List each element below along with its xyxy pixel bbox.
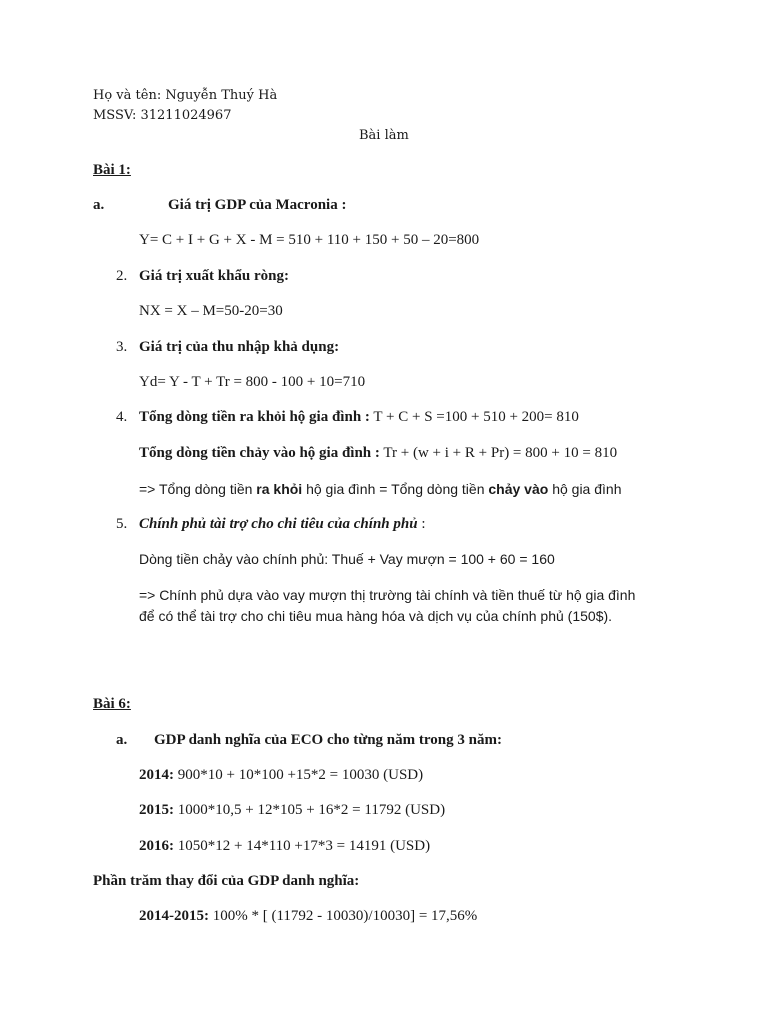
bai6-pct-title: Phần trăm thay đổi của GDP danh nghĩa: bbox=[93, 873, 360, 889]
bai1-q2-formula: NX = X – M=50-20=30 bbox=[139, 303, 283, 319]
q4-outflow-label: Tổng dòng tiền ra khỏi hộ gia đình : bbox=[139, 409, 370, 425]
bai1-q3-number: 3. bbox=[116, 339, 128, 355]
q5-colon: : bbox=[417, 516, 426, 532]
q4-inflow-label: Tổng dòng tiền chảy vào hộ gia đình : bbox=[139, 445, 380, 461]
bai6-a-marker: a. bbox=[116, 732, 128, 748]
pct-row-label: 2014-2015: bbox=[139, 908, 209, 924]
bai1-q4-inflow bbox=[139, 445, 617, 462]
bai6-pct-row bbox=[139, 908, 477, 925]
bai1-q5-heading bbox=[139, 516, 425, 533]
student-id: MSSV: 31211024967 bbox=[93, 108, 232, 123]
student-name: Họ và tên: Nguyễn Thuý Hà bbox=[93, 88, 278, 103]
bai1-q4-conclusion bbox=[139, 481, 621, 497]
bai1-q4-number: 4. bbox=[116, 409, 128, 425]
bai6-row-2015 bbox=[139, 802, 445, 819]
bai1-q2-number: 2. bbox=[116, 268, 128, 284]
q4-concl-part3: hộ gia đình = Tổng dòng tiền bbox=[302, 481, 489, 497]
bai1-q2-title: Giá trị xuất khẩu ròng: bbox=[139, 268, 290, 284]
row-year: 2015: bbox=[139, 802, 174, 818]
bai6-row-2016 bbox=[139, 838, 430, 855]
row-formula: 1050*12 + 14*110 +17*3 = 14191 (USD) bbox=[174, 838, 431, 854]
q4-concl-outflow: ra khỏi bbox=[256, 481, 303, 497]
bai1-heading: Bài 1: bbox=[93, 162, 131, 178]
q4-concl-inflow: chảy vào bbox=[488, 481, 549, 497]
q4-outflow-formula: T + C + S =100 + 510 + 200= 810 bbox=[369, 409, 579, 425]
bai1-q5-number: 5. bbox=[116, 516, 128, 532]
row-year: 2016: bbox=[139, 838, 174, 854]
row-formula: 1000*10,5 + 12*105 + 16*2 = 11792 (USD) bbox=[174, 802, 446, 818]
row-year: 2014: bbox=[139, 767, 174, 783]
bai6-row-2014 bbox=[139, 767, 423, 784]
q4-concl-part1: => Tổng dòng tiền bbox=[139, 481, 257, 497]
q4-inflow-formula: Tr + (w + i + R + Pr) = 800 + 10 = 810 bbox=[379, 445, 618, 461]
bai1-q3-formula: Yd= Y - T + Tr = 800 - 100 + 10=710 bbox=[139, 374, 366, 390]
bai1-q5-conclusion: => Chính phủ dựa vào vay mượn thị trường tài chính và tiền thuế từ hộ gia đình để có thể tài trợ cho chi tiêu mua hàng hóa và dịch vụ của chính phủ (150$). bbox=[139, 587, 636, 624]
bai1-q3-title: Giá trị của thu nhập khả dụng: bbox=[139, 339, 340, 355]
bai1-q5-formula: Dòng tiền chảy vào chính phủ: Thuế + Vay mượn = 100 + 60 = 160 bbox=[139, 551, 555, 567]
pct-row-formula: 100% * [ (11792 - 10030)/10030] = 17,56% bbox=[209, 908, 478, 924]
document-title: Bài làm bbox=[359, 128, 409, 143]
row-formula: 900*10 + 10*100 +15*2 = 10030 (USD) bbox=[174, 767, 424, 783]
bai1-q4-outflow bbox=[139, 409, 579, 426]
q4-concl-part5: hộ gia đình bbox=[548, 481, 622, 497]
bai6-a-title: GDP danh nghĩa của ECO cho từng năm trong 3 năm: bbox=[154, 732, 502, 748]
bai6-heading: Bài 6: bbox=[93, 696, 131, 712]
bai1-a-formula: Y= C + I + G + X - M = 510 + 110 + 150 + 50 – 20=800 bbox=[139, 232, 480, 248]
bai1-a-marker: a. bbox=[93, 197, 105, 213]
bai1-a-title: Giá trị GDP của Macronia : bbox=[168, 197, 347, 213]
q5-title: Chính phủ tài trợ cho chi tiêu của chính phủ bbox=[139, 516, 418, 532]
